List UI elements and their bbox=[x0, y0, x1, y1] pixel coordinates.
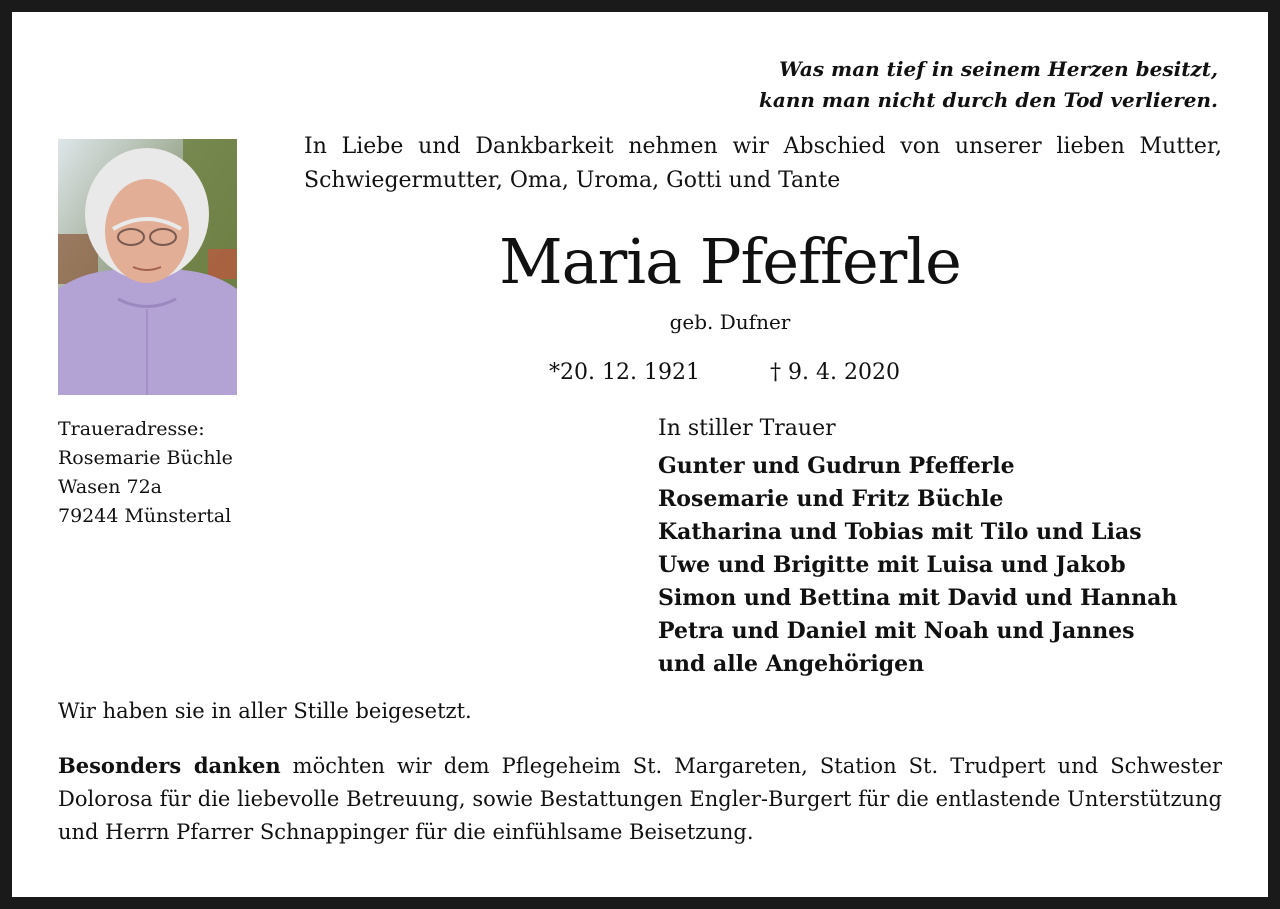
burial-note: Wir haben sie in aller Stille beigesetzt. bbox=[58, 699, 472, 723]
address-line: Rosemarie Büchle bbox=[58, 447, 233, 469]
intro-text: In Liebe und Dankbarkeit nehmen wir Abschied von unserer lieben Mutter, Schwiegermutter, Oma, Uroma, Gotti und Tante bbox=[304, 134, 1222, 193]
address-label: Traueradresse: bbox=[58, 418, 205, 440]
quote bbox=[759, 54, 1218, 116]
mourning-address bbox=[58, 415, 233, 531]
mourner-line: Katharina und Tobias mit Tilo und Lias bbox=[658, 519, 1142, 545]
thanks-lead: Besonders danken bbox=[58, 753, 281, 778]
obituary-card bbox=[12, 12, 1268, 897]
mourning-label: In stiller Trauer bbox=[658, 416, 836, 441]
mourner-line: Petra und Daniel mit Noah und Jannes bbox=[658, 618, 1135, 644]
birth-date: *20. 12. 1921 bbox=[549, 360, 700, 385]
mourner-line: Uwe und Brigitte mit Luisa und Jakob bbox=[658, 552, 1126, 578]
quote-line: Was man tief in seinem Herzen besitzt, bbox=[779, 57, 1218, 81]
deceased-name: Maria Pfefferle bbox=[499, 225, 961, 298]
mourner-line: Gunter und Gudrun Pfefferle bbox=[658, 453, 1015, 479]
mourners-list bbox=[658, 450, 1177, 681]
thanks-paragraph bbox=[58, 749, 1222, 849]
address-line: 79244 Münstertal bbox=[58, 505, 232, 527]
thanks-text: möchten wir dem Pflegeheim St. Margareten, Station St. Trudpert und Schwester Dolorosa für die liebevolle Betreuung, sowie Bestattungen Engler-Burgert für die entlastende Unterstützung und Herrn Pfarrer Schnappinger für die einfühlsame Beisetzung. bbox=[58, 754, 1222, 844]
mourner-line: und alle Angehörigen bbox=[658, 651, 925, 677]
address-line: Wasen 72a bbox=[58, 476, 162, 498]
birth-name: geb. Dufner bbox=[669, 310, 791, 334]
quote-line: kann man nicht durch den Tod verlieren. bbox=[759, 88, 1218, 112]
death-date: † 9. 4. 2020 bbox=[770, 360, 900, 385]
mourner-line: Rosemarie und Fritz Büchle bbox=[658, 486, 1004, 512]
mourner-line: Simon und Bettina mit David und Hannah bbox=[658, 585, 1178, 611]
